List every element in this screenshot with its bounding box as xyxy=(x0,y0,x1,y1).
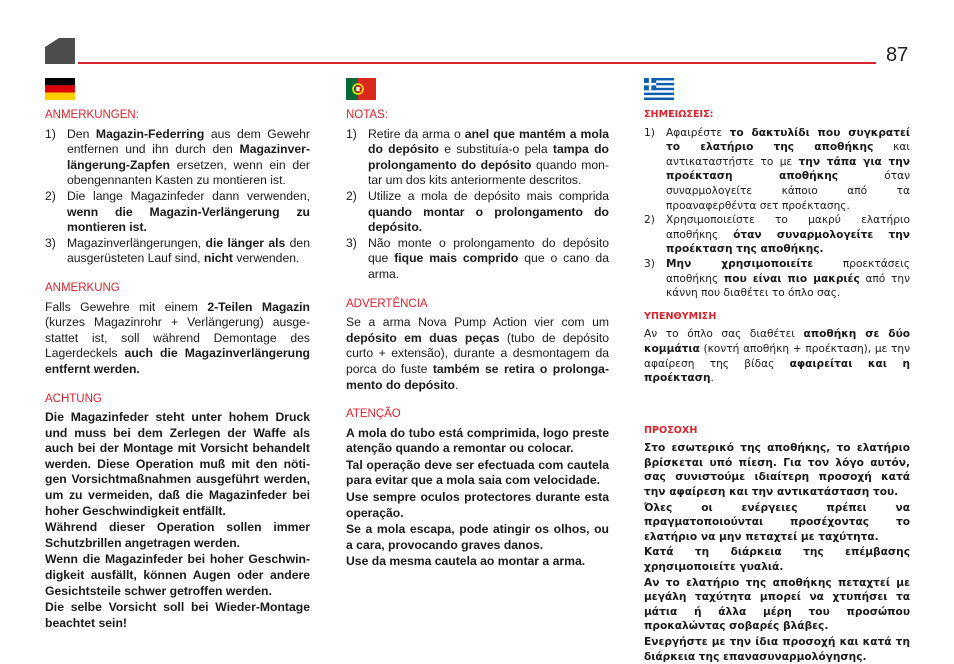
text-run: Den xyxy=(67,126,96,141)
paragraph: Die Magazinfeder steht unter hohem Druck und muss bei dem Zerlegen der Waffe als auch bei der Montage mit Vorsicht behandelt werden. Diese Operation muß mit den nötigen Vorsichtmaßnahmen ausgeführt werden, um zu vermeiden, daß die Magazinfeder bei hoher Geschwindigkeit entfällt. xyxy=(45,410,310,518)
greek-column xyxy=(644,108,910,664)
pt-notes-heading: NOTAS: xyxy=(346,109,388,121)
de-note-heading: ANMERKUNG xyxy=(45,281,120,294)
text-run: και αντικαταστήστε το με xyxy=(666,141,910,168)
gr-attention-text xyxy=(644,441,910,664)
header-rule xyxy=(78,62,876,64)
text-run: Μην χρησιμοποιείτε xyxy=(666,257,814,270)
greek-flag-icon xyxy=(644,78,674,100)
list-item-text xyxy=(666,126,910,214)
text-run: (tubo de depósito curto + extensão), durante a desmontagem da porca do fuste xyxy=(346,330,610,376)
text-run: αφαιρείται και η προέκταση xyxy=(644,357,910,385)
list-item-number: 3) xyxy=(346,235,357,250)
de-notes-list xyxy=(45,127,310,267)
text-run: quando montar o prolongamento do depósito. xyxy=(368,204,609,235)
portuguese-flag-icon xyxy=(346,78,376,100)
list-item xyxy=(45,189,310,236)
header-logo-block xyxy=(45,38,75,64)
text-run: το δακτυλίδι που συγκρατεί το ελατήριο της αποθήκης xyxy=(666,126,910,154)
list-item-number: 1) xyxy=(644,126,655,139)
list-item-number: 1) xyxy=(346,126,357,141)
de-warning-heading: ACHTUNG xyxy=(45,392,102,405)
gr-notes-heading: ΣΗΜΕΙΩΣΕΙΣ: xyxy=(644,109,714,120)
text-run: όταν συναρμολογείτε την προέκταση της αποθήκης. xyxy=(666,228,910,256)
page-number: 87 xyxy=(886,44,909,66)
text-run: fique mais comprido xyxy=(394,251,519,266)
text-run: Αν το όπλο σας διαθέτει xyxy=(644,328,804,341)
text-run: Falls Gewehre mit einem xyxy=(45,299,208,314)
list-item-text xyxy=(666,257,910,301)
list-item xyxy=(346,127,609,189)
text-run: Se a arma Nova Pump Action vier com um xyxy=(346,315,609,330)
paragraph: A mola do tubo está comprimida, logo preste atenção quando a remontar ou colocar. xyxy=(346,425,609,456)
list-item-text xyxy=(67,127,310,189)
de-notes-heading: ANMERKUNGEN: xyxy=(45,109,139,121)
paragraph: Während dieser Operation sollen immer Schutzbrillen angetragen werden. xyxy=(45,520,310,550)
text-run: όταν συναρμολογείτε κάποιο από τα προαναφερθέντα σετ προέκτασης. xyxy=(666,170,910,212)
list-item-number: 1) xyxy=(45,126,56,141)
text-run: Não monte o prolongamento do depósito que xyxy=(368,235,609,266)
list-item xyxy=(644,126,910,214)
list-item-text xyxy=(67,236,310,267)
pt-advertencia-heading: ADVERTÊNCIA xyxy=(346,297,428,310)
list-item-text xyxy=(368,236,609,283)
paragraph: Αν το ελατήριο της αποθήκης πεταχτεί με μεγάλη ταχύτητα μπορεί να χτυπήσει τα μάτια ή άλλα μέρη του προσώπου προκαλώντας σοβαρές βλάβες. xyxy=(644,576,910,633)
text-run: Magazinverlängerungen, xyxy=(67,235,206,250)
text-run: aus dem Gewehr entfernen und ihn durch den xyxy=(67,126,310,157)
text-run: Utilize a mola de depósito mais comprida xyxy=(368,188,609,203)
paragraph: Die selbe Vorsicht soll bei Wieder-Montage beachtet sein! xyxy=(45,600,310,630)
pt-atencao-text xyxy=(346,426,609,570)
list-item-number: 3) xyxy=(644,257,655,270)
text-run: depósito em duas peças xyxy=(346,330,500,345)
list-item-text xyxy=(666,213,910,257)
text-run: e substituía-o pela xyxy=(438,142,553,157)
text-run: που είναι πιο μακριές xyxy=(723,272,860,285)
paragraph: Use da mesma cautela ao montar a arma. xyxy=(346,554,586,569)
text-run: Αφαιρέστε xyxy=(666,126,730,139)
list-item-text xyxy=(368,189,609,236)
text-run: wenn die Magazin-Verlängerung zu montieren ist. xyxy=(67,204,310,235)
paragraph: Ενεργήστε με την ίδια προσοχή και κατά τη διάρκεια της επανασυναρμολόγησης. xyxy=(644,636,910,663)
paragraph: Κατά τη διάρκεια της επέμβασης χρησιμοποιείτε γυαλιά. xyxy=(644,546,910,574)
list-item-text xyxy=(67,189,310,236)
list-item-number: 3) xyxy=(45,235,56,250)
text-run: . xyxy=(455,377,459,392)
pt-advertencia-text xyxy=(346,315,609,393)
portuguese-column xyxy=(346,108,609,570)
list-item-text xyxy=(368,127,609,189)
pt-notes-list xyxy=(346,127,609,283)
text-run: tampa do prolongamento do depósito xyxy=(368,142,609,172)
text-run: την τάπα για την προέκταση αποθήκης xyxy=(666,155,910,183)
text-run: . xyxy=(710,372,714,385)
paragraph: Wenn die Magazinfeder bei hoher Geschwindigkeit ausfällt, können Augen oder andere Gesichtsteile schwer getroffen werden. xyxy=(45,552,310,598)
list-item xyxy=(346,189,609,236)
list-item xyxy=(644,213,910,257)
text-run: 2-Teilen Magazin xyxy=(207,299,310,314)
de-warning-text xyxy=(45,410,310,631)
text-run: nicht xyxy=(203,251,233,266)
text-run: Χρησιμοποιείστε το μακρύ ελατήριο αποθήκης xyxy=(666,214,910,241)
text-run: verwenden. xyxy=(233,251,300,266)
paragraph: Όλες οι ενέργειες πρέπει να πραγματοποιούνται προσέχοντας το ελατήριο να μην πεταχτεί με ταχύτητα. xyxy=(644,501,910,543)
text-run: ersetzen, wenn ein der obengennanten Kasten zu montieren ist. xyxy=(67,157,310,188)
text-run: προεκτάσεις αποθήκης xyxy=(666,257,910,285)
text-run: Die lange Magazinfeder dann verwenden, xyxy=(67,188,310,203)
text-run: den ausgerüsteten Lauf sind, xyxy=(67,235,310,266)
german-flag-icon xyxy=(45,78,75,100)
text-run: αποθήκη σε δύο κομμάτια xyxy=(644,328,910,355)
paragraph: Στο εσωτερικό της αποθήκης, το ελατήριο βρίσκεται υπό πίεση. Για τον λόγο αυτόν, σας συνιστούμε ιδιαίτερη προσοχή κατά την αφαίρεση και την αντικατάσταση του. xyxy=(644,442,910,499)
gr-reminder-heading: ΥΠΕΝΘΥΜΙΣΗ xyxy=(644,310,717,322)
text-run: quando montar um dos kits anteriormente descritos. xyxy=(368,157,610,188)
text-run: que o cano da arma. xyxy=(368,251,609,281)
gr-reminder-text xyxy=(644,327,910,385)
text-run: também se retira o prolongamento do depósito xyxy=(346,361,610,392)
text-run: anel que mantém a mola do depósito xyxy=(368,126,609,157)
text-run: (κοντή αποθήκη + προέκταση), με την αφαίρεση της βίδας xyxy=(644,342,910,370)
text-run: Retire da arma o xyxy=(368,126,465,141)
paragraph: Se a mola escapa, pode atingir os olhos, ou a cara, provocando graves danos. xyxy=(346,522,609,552)
text-run: die länger als xyxy=(205,235,286,250)
text-run: Magazinverlängerung-Zapfen xyxy=(67,142,310,172)
paragraph: Tal operação deve ser efectuada com cautela para evitar que a mola saia com velocidade. xyxy=(346,457,609,488)
german-column xyxy=(45,108,310,631)
text-run: auch die Magazinverlängerung entfernt werden. xyxy=(45,346,310,376)
gr-notes-list xyxy=(644,126,910,301)
text-run: (kurzes Magazinrohr + Verlängerung) ausgestattet ist, soll während Demontage des Lagerdeckels xyxy=(45,315,310,361)
gr-attention-heading: ΠΡΟΣΟΧΗ xyxy=(644,424,698,436)
list-item-number: 2) xyxy=(45,188,56,203)
list-item xyxy=(45,127,310,189)
list-item-number: 2) xyxy=(644,214,655,227)
text-run: Magazin-Federring xyxy=(95,126,205,141)
list-item-number: 2) xyxy=(346,188,357,203)
text-run: από την κάννη που διαθέτει το όπλο σας. xyxy=(666,272,910,300)
de-note-text xyxy=(45,300,310,378)
list-item xyxy=(45,236,310,267)
pt-atencao-heading: ATENÇÃO xyxy=(346,408,401,421)
list-item xyxy=(644,257,910,301)
list-item xyxy=(346,236,609,283)
paragraph: Use sempre oculos protectores durante esta operação. xyxy=(346,490,609,520)
